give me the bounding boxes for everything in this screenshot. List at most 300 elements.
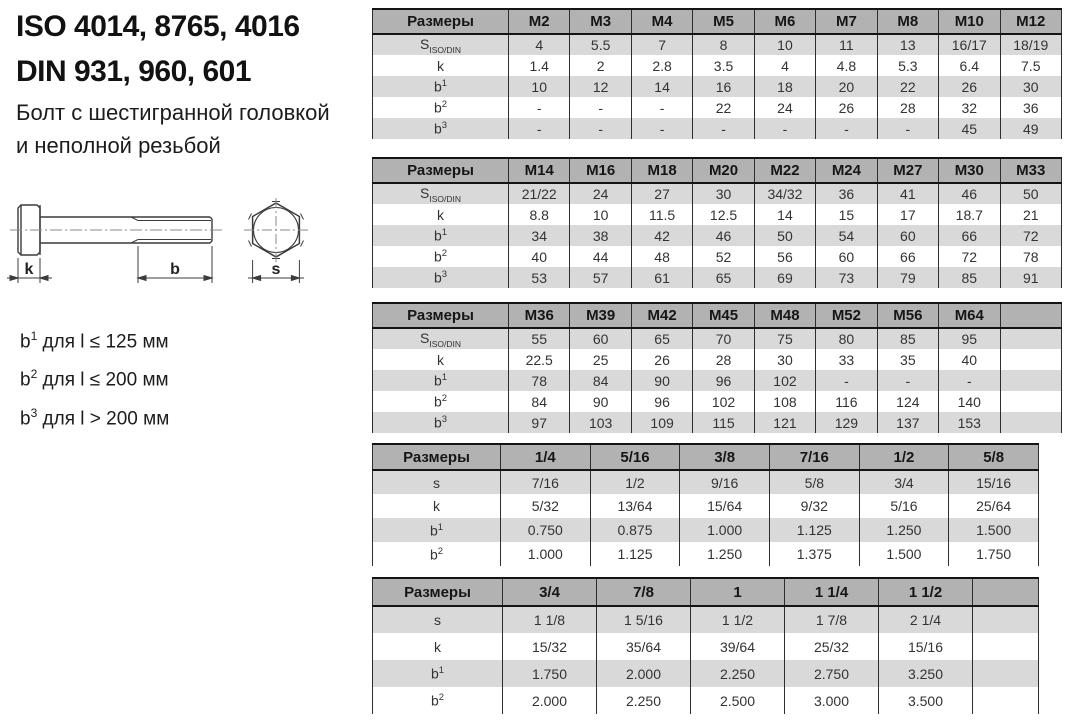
dimension-value-cell: 153: [939, 412, 1000, 433]
row-label: $b^2$: [373, 391, 509, 412]
dimension-value-cell: 7.5: [1000, 55, 1062, 76]
size-column-header: M42: [631, 303, 692, 328]
dimension-value-cell: -: [509, 118, 570, 139]
dimension-value-cell: 108: [754, 391, 815, 412]
dimension-value-cell: 22: [693, 97, 754, 118]
dimension-value-cell: -: [939, 370, 1000, 391]
dimension-value-cell: 17: [877, 204, 938, 225]
dimension-value-cell: 30: [1000, 76, 1062, 97]
dimension-value-cell: -: [570, 118, 631, 139]
row-label: k: [373, 349, 509, 370]
dimension-value-cell: 22: [877, 76, 938, 97]
dimension-value-cell: 96: [631, 391, 692, 412]
row-label: k: [373, 55, 509, 76]
dimension-value-cell: 2.500: [691, 687, 785, 714]
dimension-value-cell: 16: [693, 76, 754, 97]
dimension-value-cell: 27: [631, 183, 692, 204]
dimension-value-cell: 1 5/16: [597, 606, 691, 633]
dimension-value-cell: 10: [754, 34, 815, 55]
dimension-value-cell: 60: [816, 246, 877, 267]
size-column-header: M20: [693, 158, 754, 183]
dimension-value-cell: 109: [631, 412, 692, 433]
dimension-value-cell: 5/8: [769, 470, 859, 494]
dimension-value-cell: 66: [877, 246, 938, 267]
dimension-value-cell: 1.750: [949, 542, 1039, 566]
dimension-value-cell: 14: [754, 204, 815, 225]
size-column-header: M27: [877, 158, 938, 183]
dimension-value-cell: 34/32: [754, 183, 815, 204]
size-column-header: M10: [939, 9, 1000, 34]
dimension-value-cell: 20: [816, 76, 877, 97]
dimension-value-cell: 15/32: [503, 633, 597, 660]
size-column-header: 5/16: [590, 444, 680, 470]
dimension-value-cell: 91: [1000, 267, 1062, 288]
row-label: s: [373, 606, 503, 633]
dimension-value-cell: 78: [509, 370, 570, 391]
table-metric-m36-m64: [372, 302, 1062, 433]
dimension-value-cell: 21/22: [509, 183, 570, 204]
dimension-value-cell: 2.250: [691, 660, 785, 687]
row-label: s: [373, 470, 501, 494]
note-line: $b^3$ для l > 200 мм: [20, 405, 170, 429]
table-imperial-large: [372, 577, 1039, 714]
dimension-value-cell: 85: [939, 267, 1000, 288]
dimension-value-cell: 1.500: [859, 542, 949, 566]
note-line: $b^2$ для l ≤ 200 мм: [20, 367, 169, 391]
dimension-value-cell: 54: [816, 225, 877, 246]
dimension-value-cell: 95: [939, 328, 1000, 349]
subtitle-line-2: и неполной резьбой: [16, 133, 221, 158]
dimension-value-cell: 69: [754, 267, 815, 288]
dimension-value-cell: 40: [939, 349, 1000, 370]
table-row: [373, 225, 1062, 246]
thread-length-label: b: [170, 261, 180, 278]
dimension-value-cell: 60: [877, 225, 938, 246]
table-row: [373, 370, 1062, 391]
dimension-value-cell: -: [631, 118, 692, 139]
dimension-value-cell: 11: [816, 34, 877, 55]
dimension-value-cell: 49: [1000, 118, 1062, 139]
header-row: [373, 158, 1062, 183]
row-label: k: [373, 494, 501, 518]
dimension-value-cell: 12.5: [693, 204, 754, 225]
dimension-value-cell: 85: [877, 328, 938, 349]
dimension-value-cell: 116: [816, 391, 877, 412]
row-label: $b^1$: [373, 660, 503, 687]
row-label-header: Размеры: [373, 158, 509, 183]
note-line: $b^1$ для l ≤ 125 мм: [20, 329, 169, 353]
dimension-value-cell: 60: [570, 328, 631, 349]
title-din-line: DIN 931, 960, 601: [16, 55, 252, 88]
dimension-value-cell: 5.3: [877, 55, 938, 76]
dimension-value-cell: [973, 633, 1039, 660]
row-label: $b^2$: [373, 97, 509, 118]
dimension-value-cell: [973, 687, 1039, 714]
row-label-header: Размеры: [373, 303, 509, 328]
table-row: [373, 246, 1062, 267]
size-column-header: 1: [691, 578, 785, 606]
size-column-header: M30: [939, 158, 1000, 183]
table-row: [373, 494, 1039, 518]
dimension-value-cell: 1.250: [859, 518, 949, 542]
dimension-value-cell: -: [570, 97, 631, 118]
dimension-value-cell: 22.5: [509, 349, 570, 370]
dimension-value-cell: 21: [1000, 204, 1062, 225]
table-row: [373, 204, 1062, 225]
row-label: $b^1$: [373, 225, 509, 246]
header-row: [373, 303, 1062, 328]
dimension-value-cell: 84: [509, 391, 570, 412]
dimension-value-cell: 90: [631, 370, 692, 391]
dimension-value-cell: 26: [939, 76, 1000, 97]
size-column-header: M56: [877, 303, 938, 328]
dimension-value-cell: 52: [693, 246, 754, 267]
dimension-value-cell: 7: [631, 34, 692, 55]
row-label: $b^3$: [373, 412, 509, 433]
dimension-value-cell: 30: [693, 183, 754, 204]
dimension-value-cell: 7/16: [501, 470, 591, 494]
dimension-value-cell: 44: [570, 246, 631, 267]
dimension-value-cell: 36: [816, 183, 877, 204]
dimension-value-cell: -: [877, 370, 938, 391]
row-label: k: [373, 204, 509, 225]
dimension-table-metric-m2-m12: [372, 8, 1062, 139]
title-iso-line: ISO 4014, 8765, 4016: [16, 10, 300, 43]
dimension-value-cell: 1 1/8: [503, 606, 597, 633]
table-row: [373, 55, 1062, 76]
size-column-header: M12: [1000, 9, 1062, 34]
dimension-value-cell: 2.000: [597, 660, 691, 687]
row-label: $b^3$: [373, 267, 509, 288]
dimension-value-cell: 15: [816, 204, 877, 225]
dimension-value-cell: -: [631, 97, 692, 118]
size-column-header: M45: [693, 303, 754, 328]
dimension-value-cell: 90: [570, 391, 631, 412]
size-column-header: [973, 578, 1039, 606]
size-column-header: M3: [570, 9, 631, 34]
table-metric-m2-m12: [372, 8, 1062, 139]
subtitle-line-1: Болт с шестигранной головкой: [16, 100, 330, 125]
dimension-value-cell: 0.875: [590, 518, 680, 542]
dimension-value-cell: 1.000: [501, 542, 591, 566]
dimension-value-cell: 28: [877, 97, 938, 118]
dimension-value-cell: 73: [816, 267, 877, 288]
size-column-header: 1 1/2: [879, 578, 973, 606]
dimension-value-cell: 5.5: [570, 34, 631, 55]
dimension-value-cell: 61: [631, 267, 692, 288]
table-row: [373, 470, 1039, 494]
dimension-value-cell: [973, 660, 1039, 687]
dimension-value-cell: 3.000: [785, 687, 879, 714]
dimension-value-cell: 13: [877, 34, 938, 55]
dimension-value-cell: 40: [509, 246, 570, 267]
dimension-value-cell: 0.750: [501, 518, 591, 542]
dimension-value-cell: 72: [939, 246, 1000, 267]
dimension-value-cell: 46: [939, 183, 1000, 204]
document-title: [16, 4, 300, 94]
dimension-value-cell: 25: [570, 349, 631, 370]
dimension-value-cell: 15/16: [949, 470, 1039, 494]
dimension-value-cell: 18: [754, 76, 815, 97]
dimension-value-cell: 34: [509, 225, 570, 246]
dimension-value-cell: 53: [509, 267, 570, 288]
table-row: [373, 687, 1039, 714]
dimension-value-cell: 121: [754, 412, 815, 433]
row-label: k: [373, 633, 503, 660]
dimension-value-cell: 18/19: [1000, 34, 1062, 55]
dimension-value-cell: 5/16: [859, 494, 949, 518]
dimension-value-cell: 79: [877, 267, 938, 288]
size-column-header: M33: [1000, 158, 1062, 183]
size-column-header: M22: [754, 158, 815, 183]
dimension-value-cell: 39/64: [691, 633, 785, 660]
size-column-header: 1 1/4: [785, 578, 879, 606]
dimension-value-cell: 115: [693, 412, 754, 433]
dimension-value-cell: 1.125: [590, 542, 680, 566]
dimension-value-cell: 41: [877, 183, 938, 204]
dimension-value-cell: 38: [570, 225, 631, 246]
dimension-value-cell: 11.5: [631, 204, 692, 225]
dimension-value-cell: 13/64: [590, 494, 680, 518]
dimension-value-cell: 102: [693, 391, 754, 412]
dimension-value-cell: 75: [754, 328, 815, 349]
size-column-header: M4: [631, 9, 692, 34]
dimension-table-imperial-large: [372, 577, 1039, 714]
dimension-value-cell: 96: [693, 370, 754, 391]
dimension-value-cell: 25/64: [949, 494, 1039, 518]
dimension-value-cell: 24: [570, 183, 631, 204]
size-column-header: M18: [631, 158, 692, 183]
row-label: $b^2$: [373, 687, 503, 714]
header-row: [373, 444, 1039, 470]
dimension-value-cell: 15/64: [680, 494, 770, 518]
dimension-value-cell: 1.000: [680, 518, 770, 542]
dimension-value-cell: -: [693, 118, 754, 139]
row-label: $b^1$: [373, 370, 509, 391]
size-column-header: M7: [816, 9, 877, 34]
dimension-value-cell: 26: [631, 349, 692, 370]
table-row: [373, 97, 1062, 118]
dimension-value-cell: 3.5: [693, 55, 754, 76]
head-height-label: k: [24, 261, 34, 278]
dimension-value-cell: 32: [939, 97, 1000, 118]
dimension-value-cell: 103: [570, 412, 631, 433]
dimension-value-cell: 45: [939, 118, 1000, 139]
dimension-value-cell: [1000, 391, 1062, 412]
dimension-value-cell: 6.4: [939, 55, 1000, 76]
dimension-value-cell: 2: [570, 55, 631, 76]
dimension-value-cell: 28: [693, 349, 754, 370]
dimension-value-cell: [1000, 349, 1062, 370]
dimension-value-cell: 48: [631, 246, 692, 267]
size-column-header: 7/8: [597, 578, 691, 606]
dimension-value-cell: 36: [1000, 97, 1062, 118]
table-row: [373, 76, 1062, 97]
dimension-value-cell: 2.8: [631, 55, 692, 76]
table-row: [373, 328, 1062, 349]
table-row: [373, 606, 1039, 633]
table-imperial-small: [372, 443, 1039, 566]
dimension-value-cell: 1.750: [503, 660, 597, 687]
dimension-value-cell: 9/16: [680, 470, 770, 494]
dimension-value-cell: 140: [939, 391, 1000, 412]
dimension-value-cell: 66: [939, 225, 1000, 246]
dimension-value-cell: 56: [754, 246, 815, 267]
row-label: $b^2$: [373, 246, 509, 267]
dimension-value-cell: 55: [509, 328, 570, 349]
dimension-value-cell: 10: [570, 204, 631, 225]
dimension-value-cell: 4: [754, 55, 815, 76]
dimension-value-cell: 80: [816, 328, 877, 349]
dimension-value-cell: 2 1/4: [879, 606, 973, 633]
dimension-value-cell: 4.8: [816, 55, 877, 76]
document-subtitle: [16, 96, 330, 162]
dimension-value-cell: 137: [877, 412, 938, 433]
dimension-value-cell: 8: [693, 34, 754, 55]
size-column-header: M5: [693, 9, 754, 34]
dimension-value-cell: -: [754, 118, 815, 139]
size-column-header: 3/4: [503, 578, 597, 606]
table-row: [373, 267, 1062, 288]
dimension-value-cell: 1.125: [769, 518, 859, 542]
table-row: [373, 391, 1062, 412]
dimension-value-cell: 65: [693, 267, 754, 288]
row-label: $b^1$: [373, 76, 509, 97]
header-row: [373, 9, 1062, 34]
dimension-value-cell: 84: [570, 370, 631, 391]
dimension-value-cell: 72: [1000, 225, 1062, 246]
size-column-header: M6: [754, 9, 815, 34]
row-label: $b^1$: [373, 518, 501, 542]
dimension-value-cell: 50: [1000, 183, 1062, 204]
row-label: $S_{ISO/DIN}$: [373, 183, 509, 204]
table-row: [373, 633, 1039, 660]
dimension-value-cell: 1.500: [949, 518, 1039, 542]
dimension-value-cell: 1 1/2: [691, 606, 785, 633]
dimension-value-cell: 42: [631, 225, 692, 246]
dimension-value-cell: 1 7/8: [785, 606, 879, 633]
dimension-value-cell: 3/4: [859, 470, 949, 494]
dimension-value-cell: 102: [754, 370, 815, 391]
size-column-header: M52: [816, 303, 877, 328]
size-column-header: 5/8: [949, 444, 1039, 470]
dimension-value-cell: -: [509, 97, 570, 118]
dimension-value-cell: 35/64: [597, 633, 691, 660]
bolt-drawing-svg: [4, 186, 334, 314]
dimension-value-cell: 24: [754, 97, 815, 118]
row-label-header: Размеры: [373, 578, 503, 606]
row-label: $b^3$: [373, 118, 509, 139]
dimension-value-cell: 16/17: [939, 34, 1000, 55]
table-row: [373, 34, 1062, 55]
size-column-header: M14: [509, 158, 570, 183]
table-row: [373, 660, 1039, 687]
dimension-value-cell: -: [816, 370, 877, 391]
dimension-value-cell: 1/2: [590, 470, 680, 494]
dimension-value-cell: 57: [570, 267, 631, 288]
size-column-header: M8: [877, 9, 938, 34]
dimension-value-cell: 129: [816, 412, 877, 433]
size-column-header: 3/8: [680, 444, 770, 470]
table-row: [373, 183, 1062, 204]
table-row: [373, 349, 1062, 370]
dimension-value-cell: 12: [570, 76, 631, 97]
size-column-header: M16: [570, 158, 631, 183]
table-row: [373, 542, 1039, 566]
dimension-table-metric-m36-m64: [372, 302, 1062, 433]
dimension-value-cell: [1000, 370, 1062, 391]
thread-length-footnotes: [20, 320, 169, 435]
dimension-table-metric-m14-m33: [372, 157, 1062, 288]
table-metric-m14-m33: [372, 157, 1062, 288]
dimension-value-cell: [1000, 412, 1062, 433]
bolt-technical-drawing: [4, 186, 334, 319]
table-row: [373, 518, 1039, 542]
dimension-value-cell: 46: [693, 225, 754, 246]
dimension-value-cell: 10: [509, 76, 570, 97]
dimension-value-cell: 65: [631, 328, 692, 349]
size-column-header: M36: [509, 303, 570, 328]
dimension-value-cell: -: [816, 118, 877, 139]
dimension-value-cell: 78: [1000, 246, 1062, 267]
row-label-header: Размеры: [373, 9, 509, 34]
table-row: [373, 118, 1062, 139]
dimension-value-cell: 2.750: [785, 660, 879, 687]
table-row: [373, 412, 1062, 433]
dimension-value-cell: 5/32: [501, 494, 591, 518]
dimension-value-cell: 1.250: [680, 542, 770, 566]
dimension-value-cell: 3.500: [879, 687, 973, 714]
dimension-value-cell: 2.000: [503, 687, 597, 714]
dimension-table-imperial-small: [372, 443, 1039, 566]
dimension-value-cell: 9/32: [769, 494, 859, 518]
size-column-header: M64: [939, 303, 1000, 328]
dimension-value-cell: 26: [816, 97, 877, 118]
dimension-value-cell: -: [877, 118, 938, 139]
header-row: [373, 578, 1039, 606]
dimension-value-cell: 14: [631, 76, 692, 97]
dimension-value-cell: 33: [816, 349, 877, 370]
dimension-value-cell: 4: [509, 34, 570, 55]
size-column-header: M39: [570, 303, 631, 328]
size-column-header: M2: [509, 9, 570, 34]
dimension-value-cell: 97: [509, 412, 570, 433]
dimension-value-cell: 70: [693, 328, 754, 349]
dimension-value-cell: 35: [877, 349, 938, 370]
size-column-header: M24: [816, 158, 877, 183]
dimension-value-cell: 1.4: [509, 55, 570, 76]
dimension-value-cell: 15/16: [879, 633, 973, 660]
dimension-value-cell: [1000, 328, 1062, 349]
dimension-value-cell: 2.250: [597, 687, 691, 714]
size-column-header: 1/2: [859, 444, 949, 470]
width-across-flats-label: s: [271, 261, 281, 278]
dimension-value-cell: 18.7: [939, 204, 1000, 225]
dimension-value-cell: 3.250: [879, 660, 973, 687]
size-column-header: M48: [754, 303, 815, 328]
dimension-value-cell: 1.375: [769, 542, 859, 566]
dimension-value-cell: 30: [754, 349, 815, 370]
row-label: $S_{ISO/DIN}$: [373, 34, 509, 55]
dimension-value-cell: 8.8: [509, 204, 570, 225]
row-label: $S_{ISO/DIN}$: [373, 328, 509, 349]
dimension-value-cell: 50: [754, 225, 815, 246]
dimension-value-cell: 25/32: [785, 633, 879, 660]
size-column-header: [1000, 303, 1062, 328]
row-label: $b^2$: [373, 542, 501, 566]
size-column-header: 7/16: [769, 444, 859, 470]
dimension-value-cell: 124: [877, 391, 938, 412]
